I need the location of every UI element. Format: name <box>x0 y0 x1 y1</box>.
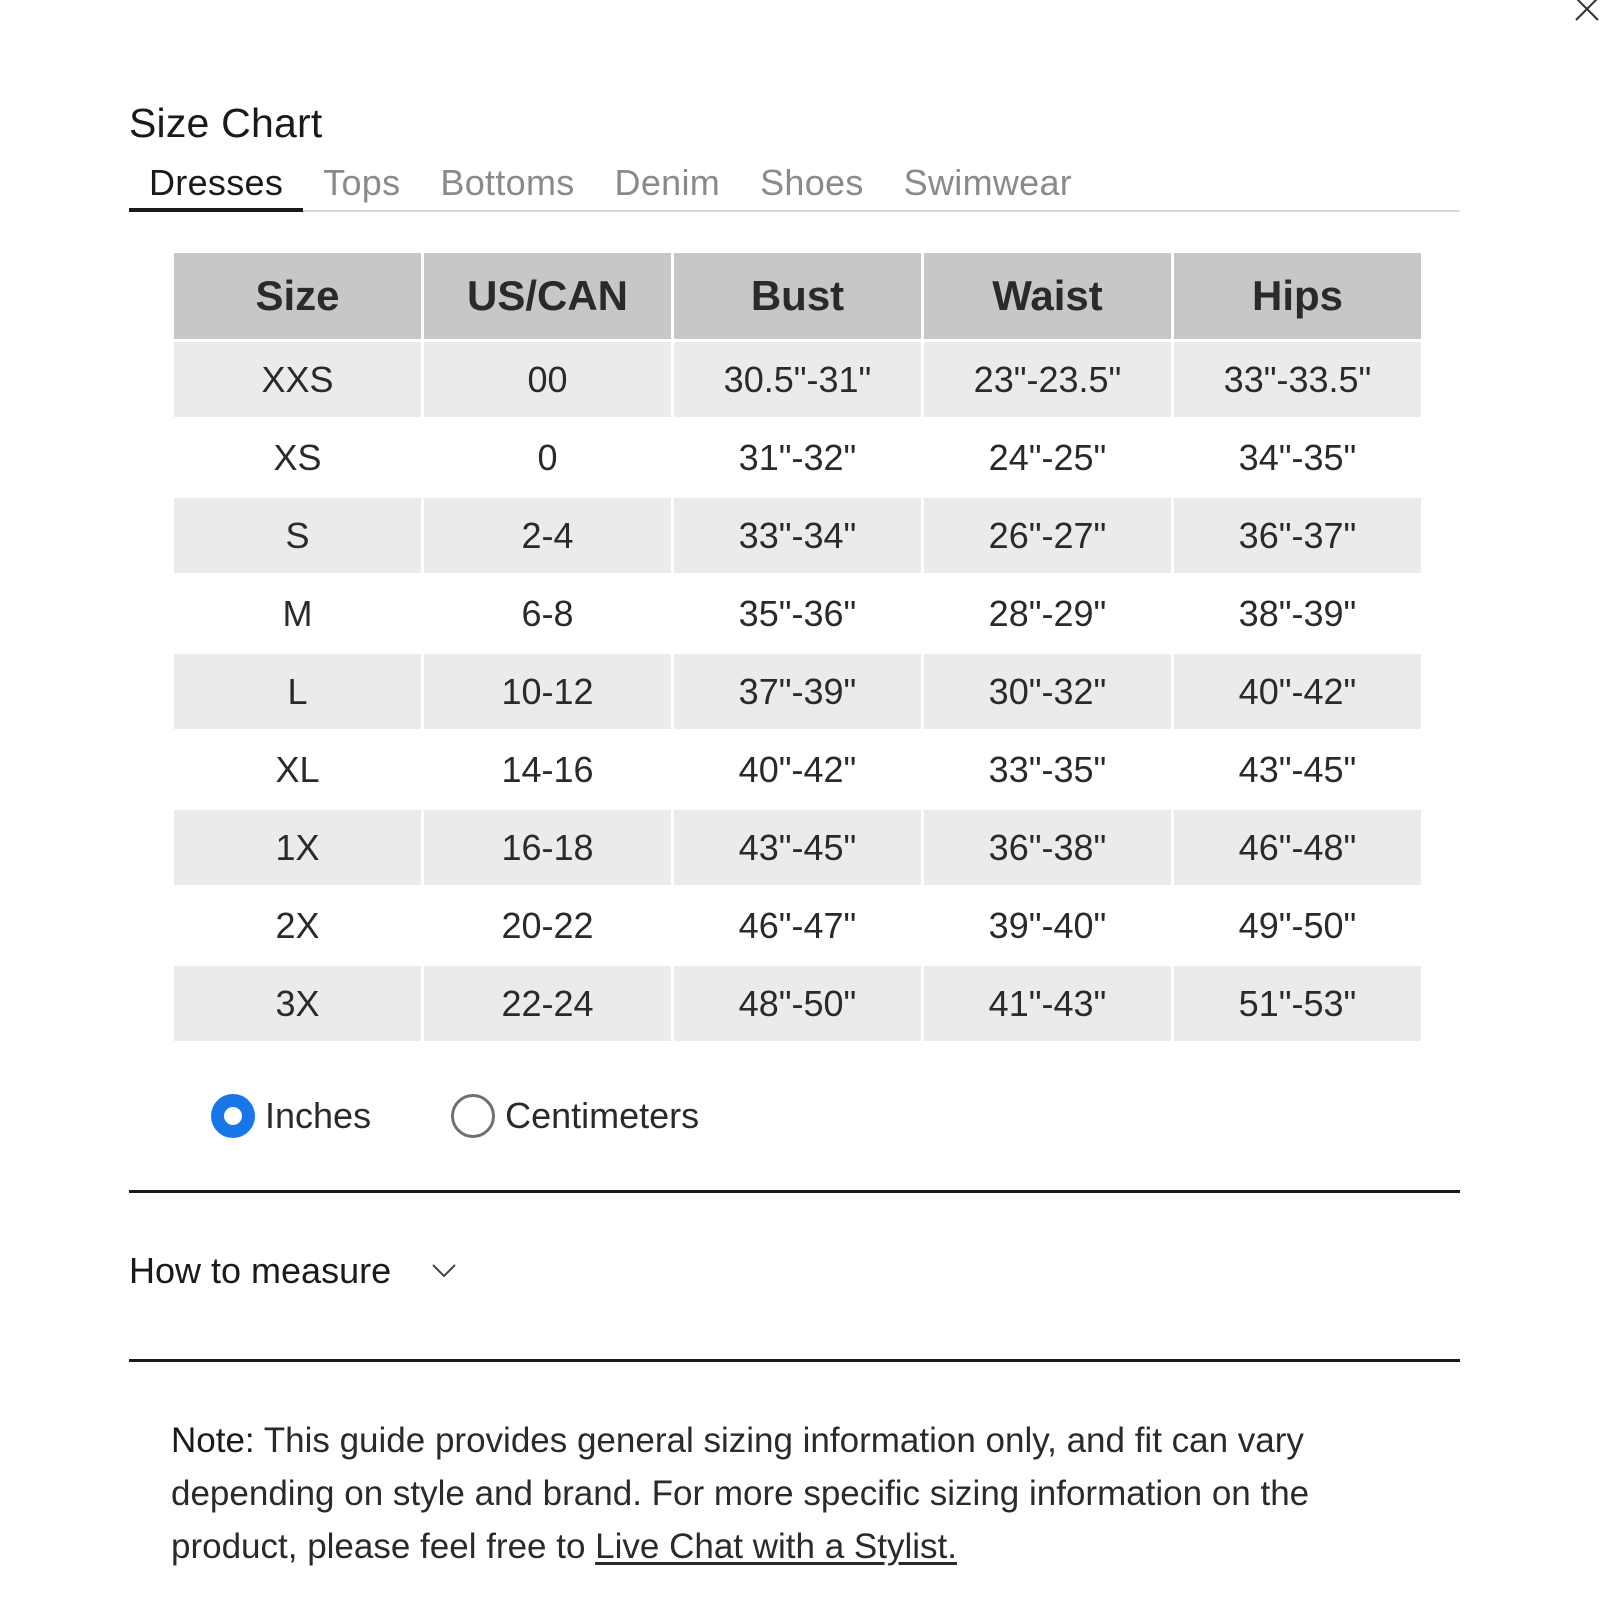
table-cell: 30"-32" <box>924 654 1171 729</box>
tab-shoes[interactable]: Shoes <box>760 162 864 203</box>
table-row <box>174 810 1421 885</box>
radio-centimeters[interactable] <box>451 1094 699 1138</box>
table-cell: 2-4 <box>424 498 671 573</box>
table-row <box>174 654 1421 729</box>
table-cell: 36"-37" <box>1174 498 1421 573</box>
table-cell: 16-18 <box>424 810 671 885</box>
category-tabs <box>129 158 1460 212</box>
table-cell: S <box>174 498 421 573</box>
table-cell: M <box>174 576 421 651</box>
table-row <box>174 888 1421 963</box>
sizing-note <box>171 1414 1431 1573</box>
table-cell: 40"-42" <box>1174 654 1421 729</box>
table-row <box>174 732 1421 807</box>
table-cell: 34"-35" <box>1174 420 1421 495</box>
table-cell: 46"-47" <box>674 888 921 963</box>
radio-button-centimeters[interactable] <box>451 1094 495 1138</box>
close-icon[interactable] <box>1572 0 1600 24</box>
table-cell: 37"-39" <box>674 654 921 729</box>
table-cell: 51"-53" <box>1174 966 1421 1041</box>
table-cell: L <box>174 654 421 729</box>
column-header-hips: Hips <box>1174 253 1421 339</box>
table-cell: XS <box>174 420 421 495</box>
table-cell: 41"-43" <box>924 966 1171 1041</box>
table-cell: 48"-50" <box>674 966 921 1041</box>
radio-button-inches[interactable] <box>211 1094 255 1138</box>
table-cell: 20-22 <box>424 888 671 963</box>
note-text: This guide provides general sizing information only, and fit can vary depending on style and brand. For more specific sizing information on the product, please feel free to <box>171 1421 1310 1566</box>
unit-toggle <box>211 1094 779 1138</box>
table-cell: 33"-35" <box>924 732 1171 807</box>
table-cell: 43"-45" <box>1174 732 1421 807</box>
divider <box>129 1359 1460 1362</box>
table-row <box>174 576 1421 651</box>
table-row <box>174 498 1421 573</box>
column-header-us-can: US/CAN <box>424 253 671 339</box>
tab-swimwear[interactable]: Swimwear <box>903 162 1073 203</box>
table-cell: 3X <box>174 966 421 1041</box>
table-cell: 36"-38" <box>924 810 1171 885</box>
table-cell: 00 <box>424 342 671 417</box>
divider <box>129 1190 1460 1193</box>
table-cell: 30.5"-31" <box>674 342 921 417</box>
page-title: Size Chart <box>129 100 323 146</box>
table-cell: 1X <box>174 810 421 885</box>
table-header-row <box>174 253 1421 339</box>
column-header-size: Size <box>174 253 421 339</box>
table-cell: 35"-36" <box>674 576 921 651</box>
accordion-label: How to measure <box>129 1250 392 1291</box>
radio-inches[interactable] <box>211 1094 371 1138</box>
table-cell: 39"-40" <box>924 888 1171 963</box>
live-chat-link[interactable]: Live Chat with a Stylist. <box>595 1527 957 1566</box>
table-row <box>174 966 1421 1041</box>
note-prefix: Note: <box>171 1421 255 1460</box>
table-cell: 6-8 <box>424 576 671 651</box>
table-cell: 40"-42" <box>674 732 921 807</box>
table-cell: 38"-39" <box>1174 576 1421 651</box>
table-cell: 10-12 <box>424 654 671 729</box>
tab-tops[interactable]: Tops <box>323 162 401 203</box>
chevron-down-icon[interactable] <box>431 1262 457 1280</box>
table-cell: XL <box>174 732 421 807</box>
table-cell: 24"-25" <box>924 420 1171 495</box>
table-cell: XXS <box>174 342 421 417</box>
tab-dresses[interactable]: Dresses <box>129 158 303 210</box>
column-header-bust: Bust <box>674 253 921 339</box>
table-cell: 33"-33.5" <box>1174 342 1421 417</box>
size-table <box>171 250 1424 1044</box>
tab-bottoms[interactable]: Bottoms <box>440 162 575 203</box>
tab-denim[interactable]: Denim <box>614 162 721 203</box>
how-to-measure-toggle[interactable] <box>129 1250 457 1292</box>
table-cell: 28"-29" <box>924 576 1171 651</box>
table-cell: 26"-27" <box>924 498 1171 573</box>
radio-label-inches: Inches <box>265 1095 372 1136</box>
table-row <box>174 420 1421 495</box>
table-cell: 49"-50" <box>1174 888 1421 963</box>
table-cell: 46"-48" <box>1174 810 1421 885</box>
table-cell: 33"-34" <box>674 498 921 573</box>
table-cell: 43"-45" <box>674 810 921 885</box>
table-cell: 14-16 <box>424 732 671 807</box>
radio-label-centimeters: Centimeters <box>505 1095 700 1136</box>
table-cell: 31"-32" <box>674 420 921 495</box>
table-cell: 0 <box>424 420 671 495</box>
column-header-waist: Waist <box>924 253 1171 339</box>
table-cell: 23"-23.5" <box>924 342 1171 417</box>
table-row <box>174 342 1421 417</box>
table-cell: 2X <box>174 888 421 963</box>
table-cell: 22-24 <box>424 966 671 1041</box>
